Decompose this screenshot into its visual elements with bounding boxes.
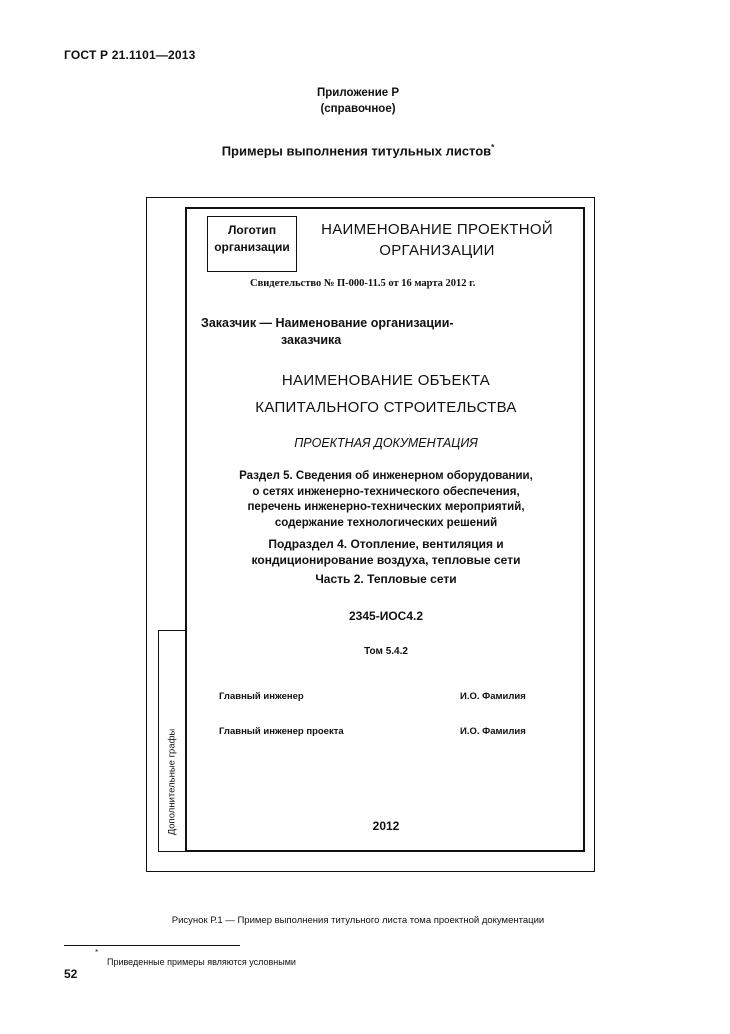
customer-line2: заказчика bbox=[281, 333, 342, 347]
footnote-divider bbox=[64, 945, 240, 946]
standard-code: ГОСТ Р 21.1101—2013 bbox=[64, 48, 196, 62]
object-name bbox=[186, 367, 586, 421]
section-line2: о сетях инженерно-технического обеспечения, bbox=[252, 485, 520, 498]
logo-text-line2: организации bbox=[214, 240, 290, 254]
appendix-type: (справочное) bbox=[320, 103, 396, 115]
logo-placeholder bbox=[207, 216, 297, 272]
section-title bbox=[186, 469, 586, 531]
signature-name: И.О. Фамилия bbox=[460, 691, 526, 702]
object-line2: КАПИТАЛЬНОГО СТРОИТЕЛЬСТВА bbox=[255, 399, 517, 416]
document-code: 2345-ИОС4.2 bbox=[349, 609, 423, 623]
signature-name: И.О. Фамилия bbox=[460, 726, 526, 737]
section-line4: содержание технологических решений bbox=[274, 516, 498, 529]
part-title: Часть 2. Тепловые сети bbox=[315, 572, 457, 586]
section-line1: Раздел 5. Сведения об инженерном оборудовании, bbox=[239, 470, 533, 482]
customer-line1: Заказчик — Наименование организации- bbox=[201, 316, 454, 330]
subsection-line2: кондиционирование воздуха, тепловые сети bbox=[251, 553, 521, 567]
footnote-text: Приведенные примеры являются условными bbox=[107, 957, 296, 967]
org-name-line2: ОРГАНИЗАЦИИ bbox=[379, 242, 495, 259]
additional-columns-label: Дополнительные графы bbox=[166, 728, 178, 836]
signature-role: Главный инженер проекта bbox=[219, 726, 344, 737]
appendix-heading bbox=[0, 85, 716, 117]
subsection-title bbox=[186, 536, 586, 568]
org-name-line1: НАИМЕНОВАНИЕ ПРОЕКТНОЙ bbox=[321, 221, 553, 238]
organization-name bbox=[307, 219, 567, 261]
logo-text-line1: Логотип bbox=[227, 223, 277, 237]
page-title bbox=[0, 143, 716, 158]
signature-role: Главный инженер bbox=[219, 691, 304, 702]
figure-caption: Рисунок Р.1 — Пример выполнения титульного листа тома проектной документации bbox=[171, 915, 545, 926]
volume-number: Том 5.4.2 bbox=[364, 646, 408, 657]
customer-block bbox=[201, 315, 454, 349]
page-title-text: Примеры выполнения титульных листов bbox=[221, 143, 492, 159]
year: 2012 bbox=[372, 819, 400, 833]
footnote-mark: * bbox=[95, 948, 99, 957]
subsection-line1: Подраздел 4. Отопление, вентиляция и bbox=[268, 537, 504, 551]
object-line1: НАИМЕНОВАНИЕ ОБЪЕКТА bbox=[281, 372, 491, 389]
certificate-line: Свидетельство № П-000-11.5 от 16 марта 2012 г. bbox=[250, 278, 476, 289]
page-number: 52 bbox=[64, 967, 78, 981]
section-line3: перечень инженерно-технических мероприятий, bbox=[247, 501, 525, 513]
footnote-ref: * bbox=[491, 143, 495, 152]
document-type: ПРОЕКТНАЯ ДОКУМЕНТАЦИЯ bbox=[294, 436, 478, 450]
appendix-title: Приложение Р bbox=[316, 87, 400, 99]
